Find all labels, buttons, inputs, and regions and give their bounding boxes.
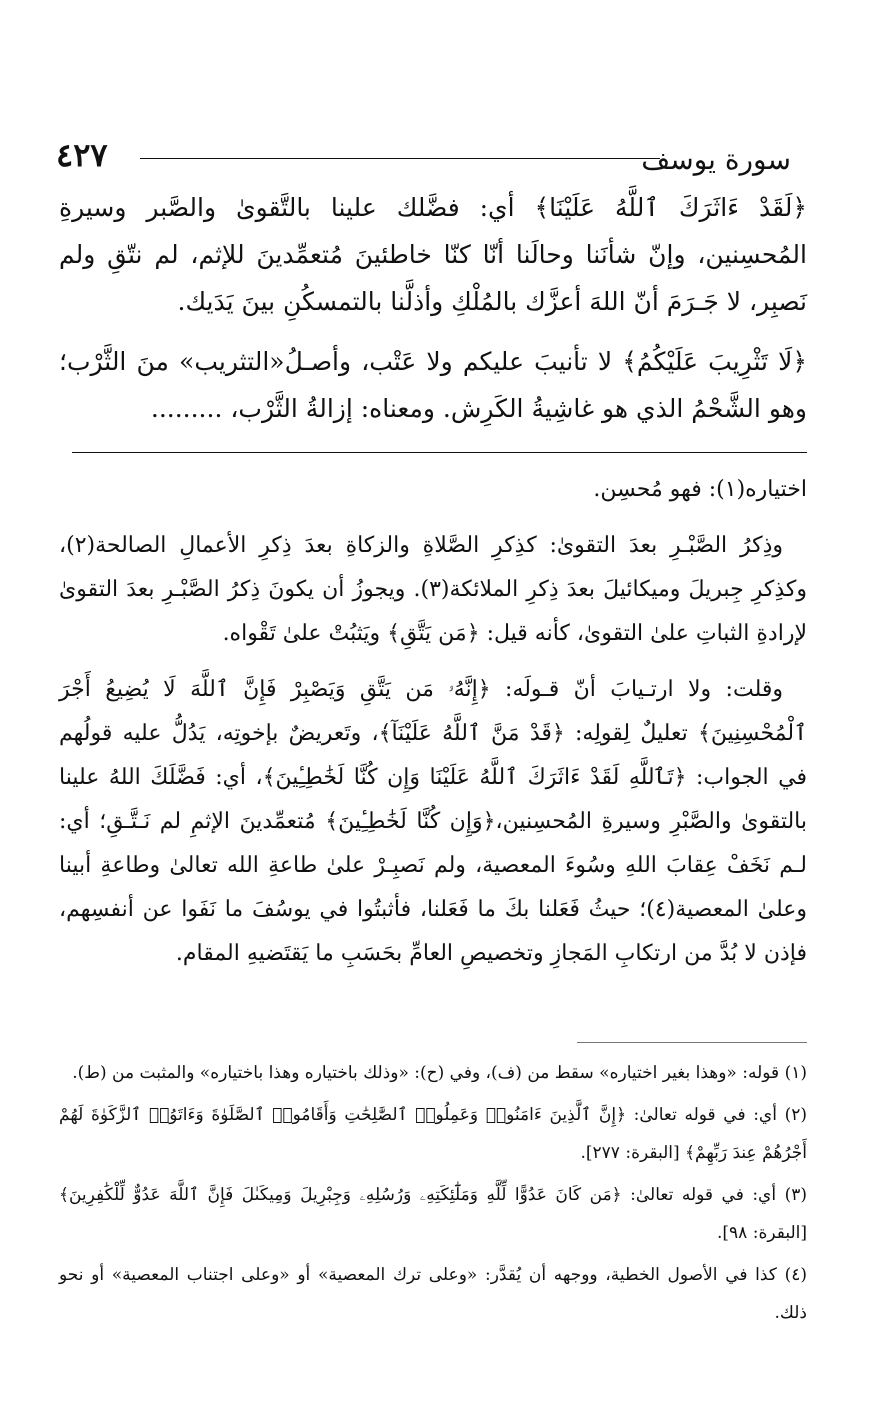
footnote-1: (١) قوله: «وهذا بغير اختياره» سقط من (ف)، وفي (ح): «وذلك باختياره وهذا باختياره» والمثبت من (ط).	[72, 1063, 807, 1083]
commentary-block	[59, 468, 807, 988]
footnotes-block	[59, 1054, 807, 1336]
page-number: ٤٢٧	[56, 136, 108, 174]
footnote-divider	[577, 1042, 807, 1043]
main-divider	[72, 452, 807, 453]
footnote-4: (٤) كذا في الأصول الخطية، ووجهه أن يُقدَّر: «وعلى ترك المعصية» أو «وعلى اجتناب المعصية» أو نحو ذلك.	[59, 1265, 807, 1323]
commentary-paragraph-3: وقلت: ولا ارتـيابَ أنّ قـولَه: ﴿إِنَّهُۥ مَن يَتَّقِ وَيَصْبِرْ فَإِنَّ ٱللَّهَ لَا يُضِيعُ أَجْرَ ٱلْمُحْسِنِينَ﴾ تعليلٌ لِقولِه: ﴿قَدْ مَنَّ ٱللَّهُ عَلَيْنَآ﴾، وتَعريضٌ بإخوتِه، يَدُلُّ عليه قولُهم في الجواب: ﴿تَٱللَّهِ لَقَدْ ءَاثَرَكَ ٱللَّهُ عَلَيْنَا وَإِن كُنَّا لَخَٰطِـِٔينَ﴾، أي: فَضَّلَكَ اللهُ علينا بالتقوىٰ والصَّبْرِ وسيرةِ المُحسِنين،﴿وَإِن كُنَّا لَخَٰطِـِٔينَ﴾ مُتعمِّدينَ الإثمِ لم نَـتَّـقِ؛ أي: لـم نَخَفْ عِقابَ اللهِ وسُوءَ المعصية، ولم نَصبِـرْ علىٰ طاعةِ الله تعالىٰ وطاعةِ أبينا وعلىٰ المعصية(٤)؛ حيثُ فَعَلنا بكَ ما فَعَلنا، فأثبتُوا في يوسُفَ ما نَفَوا عن أنفسِهم، فإذن لا بُدَّ من ارتكابِ المَجازِ وتخصيصِ العامِّ بحَسَبِ ما يَقتَضيهِ المقام.	[59, 677, 807, 966]
footnote-3: (٣) أي: في قوله تعالىٰ: ﴿مَن كَانَ عَدُوًّا لِّلَّهِ وَمَلَٰٓئِكَتِهِۦ وَرُسُلِهِۦ وَجِبْرِيلَ وَمِيكَىٰلَ فَإِنَّ ٱللَّهَ عَدُوٌّ لِّلْكَٰفِرِينَ﴾ [البقرة: ٩٨].	[59, 1185, 807, 1243]
header-rule	[140, 158, 660, 159]
footnote-2: (٢) أي: في قوله تعالىٰ: ﴿إِنَّ ٱلَّذِينَ ءَامَنُوا۟ وَعَمِلُوا۟ ٱلصَّٰلِحَٰتِ وَأَقَامُوا۟ ٱلصَّلَوٰةَ وَءَاتَوُا۟ ٱلزَّكَوٰةَ لَهُمْ أَجْرُهُمْ عِندَ رَبِّهِمْ﴾ [البقرة: ٢٧٧].	[59, 1105, 807, 1163]
main-paragraph-1: ﴿لَقَدْ ءَاثَرَكَ ٱللَّهُ عَلَيْنَا﴾ أي: فضَّلك علينا بالتَّقوىٰ والصَّبر وسيرةِ المُحسِنين، وإنّ شأنَنا وحالَنا أنّا كنّا خاطئينَ مُتعمِّدينَ للإثم، لم نتّقِ ولم نَصبِر، لا جَـرَمَ أنّ اللهَ أعزَّك بالمُلْكِ وأذلَّنا بالتمسكُنِ بينَ يَدَيك.	[59, 193, 807, 316]
main-text-block	[59, 184, 807, 445]
main-paragraph-2: ﴿لَا تَثْرِيبَ عَلَيْكُمُ﴾ لا تأنيبَ عليكم ولا عَتْب، وأصـلُ«التثريب» منَ الثَّرْب؛ وهو الشَّحْمُ الذي هو غاشِيةُ الكَرِش. ومعناه: إزالةُ الثَّرْب، .........	[59, 347, 807, 423]
commentary-paragraph-2: وذِكرُ الصَّبْـرِ بعدَ التقوىٰ: كذِكرِ الصَّلاةِ والزكاةِ بعدَ ذِكرِ الأعمالِ الصالحة(٢)، وكذِكرِ جِبريلَ وميكائيلَ بعدَ ذِكرِ الملائكة(٣). ويجوزُ أن يكونَ ذِكرُ الصَّبْـرِ بعدَ التقوىٰ لإرادةِ الثباتِ علىٰ التقوىٰ، كأنه قيل: ﴿مَن يَتَّقِ﴾ ويَثبُتْ علىٰ تَقْواه.	[59, 533, 807, 646]
surah-title: سورة يوسف	[641, 143, 791, 176]
commentary-paragraph-1: اختياره(١): فهو مُحسِن.	[593, 477, 807, 502]
